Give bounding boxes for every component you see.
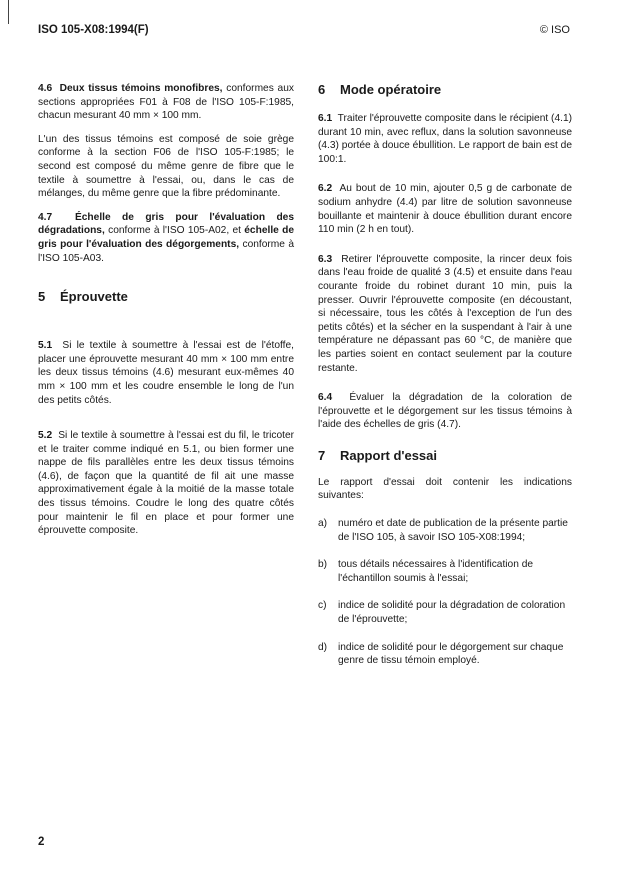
clause-text: Retirer l'éprouvette composite, la rincer deux fois dans l'eau froide de qualité 3 (4.5) et ensuite dans l'eau courante froide du robinet durant 10 min, puis la presser. Ouvrir l'éprouvette composite (en découstant, si nécessaire, tous les côtés à l'exception de l'un des petits côtés) et la sécher en la suspendant à l'air à une température ne dépassant pas 60 °C, de manière que les parties soient en contact seulement par la couture restante. bbox=[318, 253, 572, 374]
clause-number: 6.1 bbox=[318, 113, 333, 124]
document-id: ISO 105-X08:1994(F) bbox=[38, 24, 149, 36]
clause-5-1 bbox=[38, 339, 294, 407]
list-item-text: numéro et date de publication de la présente partie de l'ISO 105, à savoir ISO 105-X08:1994; bbox=[338, 518, 568, 543]
clause-number: 4.7 bbox=[38, 211, 53, 223]
left-column bbox=[38, 82, 294, 548]
section-number: 7 bbox=[318, 447, 326, 463]
clause-number: 6.3 bbox=[318, 253, 333, 265]
clause-4-6-paragraph-2: L'un des tissus témoins est composé de soie grège conforme à la section F06 de l'ISO 105-F:1985; le second est composé du même genre de fibre que le textile à soumettre à l'essai, ou, dans le cas de mélanges, du même genre que la fibre prédominante. bbox=[38, 133, 294, 200]
list-item bbox=[318, 641, 572, 668]
section-title: Rapport d'essai bbox=[340, 447, 438, 463]
clause-4-6 bbox=[38, 82, 294, 123]
right-column bbox=[318, 82, 572, 678]
clause-number: 6.4 bbox=[318, 392, 333, 404]
clause-6-2 bbox=[318, 182, 572, 236]
clause-text: Si le textile à soumettre à l'essai est du fil, le tricoter et le traiter comme indiqué en 5.1, ou bien former une nappe de fils parallèles entre les deux tissus témoins (4.6), de façon que la quantité de fil ait une masse approximativement égale à la moitié de la masse totale des tissus témoins. Coudre le long des quatre côtés pour maintenir le fil en place et pour former une éprouvette composite. bbox=[38, 430, 294, 537]
list-item-text: indice de solidité pour le dégorgement sur chaque genre de tissu témoin employé. bbox=[338, 641, 564, 667]
list-item-label: d) bbox=[318, 641, 328, 653]
list-item bbox=[318, 517, 572, 544]
clause-title: Deux tissus témoins monofibres, bbox=[59, 83, 223, 94]
section-title: Mode opératoire bbox=[340, 82, 442, 97]
clause-text: conforme à l'ISO 105-A02, et bbox=[108, 225, 241, 237]
section-heading-5 bbox=[38, 289, 294, 305]
list-item-label: b) bbox=[318, 559, 328, 571]
clause-text: Si le textile à soumettre à l'essai est de l'étoffe, placer une éprouvette mesurant 40 mm × 100 mm entre les deux tissus témoins (4.6) mesurant eux-mêmes 40 mm × 100 mm et les coudre ensemble le long de l'un des petits côtés. bbox=[38, 340, 294, 406]
copyright-notice: © ISO bbox=[539, 24, 570, 36]
margin-rule bbox=[8, 0, 9, 24]
clause-text: Traiter l'éprouvette composite dans le récipient (4.1) durant 10 min, avec reflux, dans la solution savonneuse (4.3) portée à douce ébullition. Le rapport de bain est de 100:1. bbox=[318, 113, 572, 165]
list-item bbox=[318, 599, 572, 626]
clause-text-2: conforme à l'ISO 105-A03. bbox=[38, 238, 294, 264]
clause-text: Évaluer la dégradation de la coloration de l'éprouvette et le dégorgement sur les tissus témoins à l'aide des échelles de gris (4.7). bbox=[318, 392, 572, 431]
clause-6-1 bbox=[318, 112, 572, 166]
section-number: 6 bbox=[318, 82, 326, 97]
section-title: Éprouvette bbox=[60, 289, 128, 305]
page-number: 2 bbox=[38, 836, 45, 848]
clause-number: 5.1 bbox=[38, 340, 53, 352]
clause-number: 6.2 bbox=[318, 183, 333, 195]
clause-6-3 bbox=[318, 253, 572, 375]
list-item-label: c) bbox=[318, 600, 327, 612]
list-item-text: tous détails nécessaires à l'identification de l'échantillon soumis à l'essai; bbox=[338, 559, 534, 584]
clause-text: conformes aux sections appropriées F01 à F08 de l'ISO 105-F:1985, chacun mesurant 40 mm × 100 mm. bbox=[38, 83, 294, 122]
section-number: 5 bbox=[38, 289, 46, 305]
clause-number: 4.6 bbox=[38, 83, 53, 94]
clause-number: 5.2 bbox=[38, 430, 53, 442]
clause-title-2: échelle de gris pour l'évaluation des dégorgements, bbox=[38, 225, 294, 250]
section-heading-6 bbox=[318, 82, 572, 98]
report-intro: Le rapport d'essai doit contenir les indications suivantes: bbox=[318, 476, 572, 502]
list-item-label: a) bbox=[318, 518, 328, 530]
clause-5-2 bbox=[38, 429, 294, 538]
clause-4-7 bbox=[38, 211, 294, 265]
section-heading-7 bbox=[318, 448, 572, 464]
clause-title: Échelle de gris pour l'évaluation des dégradations, bbox=[38, 211, 294, 237]
clause-6-4 bbox=[318, 391, 572, 432]
list-item-text: indice de solidité pour la dégradation de coloration de l'éprouvette; bbox=[338, 600, 566, 626]
clause-text: Au bout de 10 min, ajouter 0,5 g de carbonate de sodium anhydre (4.4) par litre de solution savonneuse bouillante et maintenir à douce ébullition durant encore 110 min (2 h en tout). bbox=[318, 183, 572, 236]
list-item bbox=[318, 558, 572, 585]
